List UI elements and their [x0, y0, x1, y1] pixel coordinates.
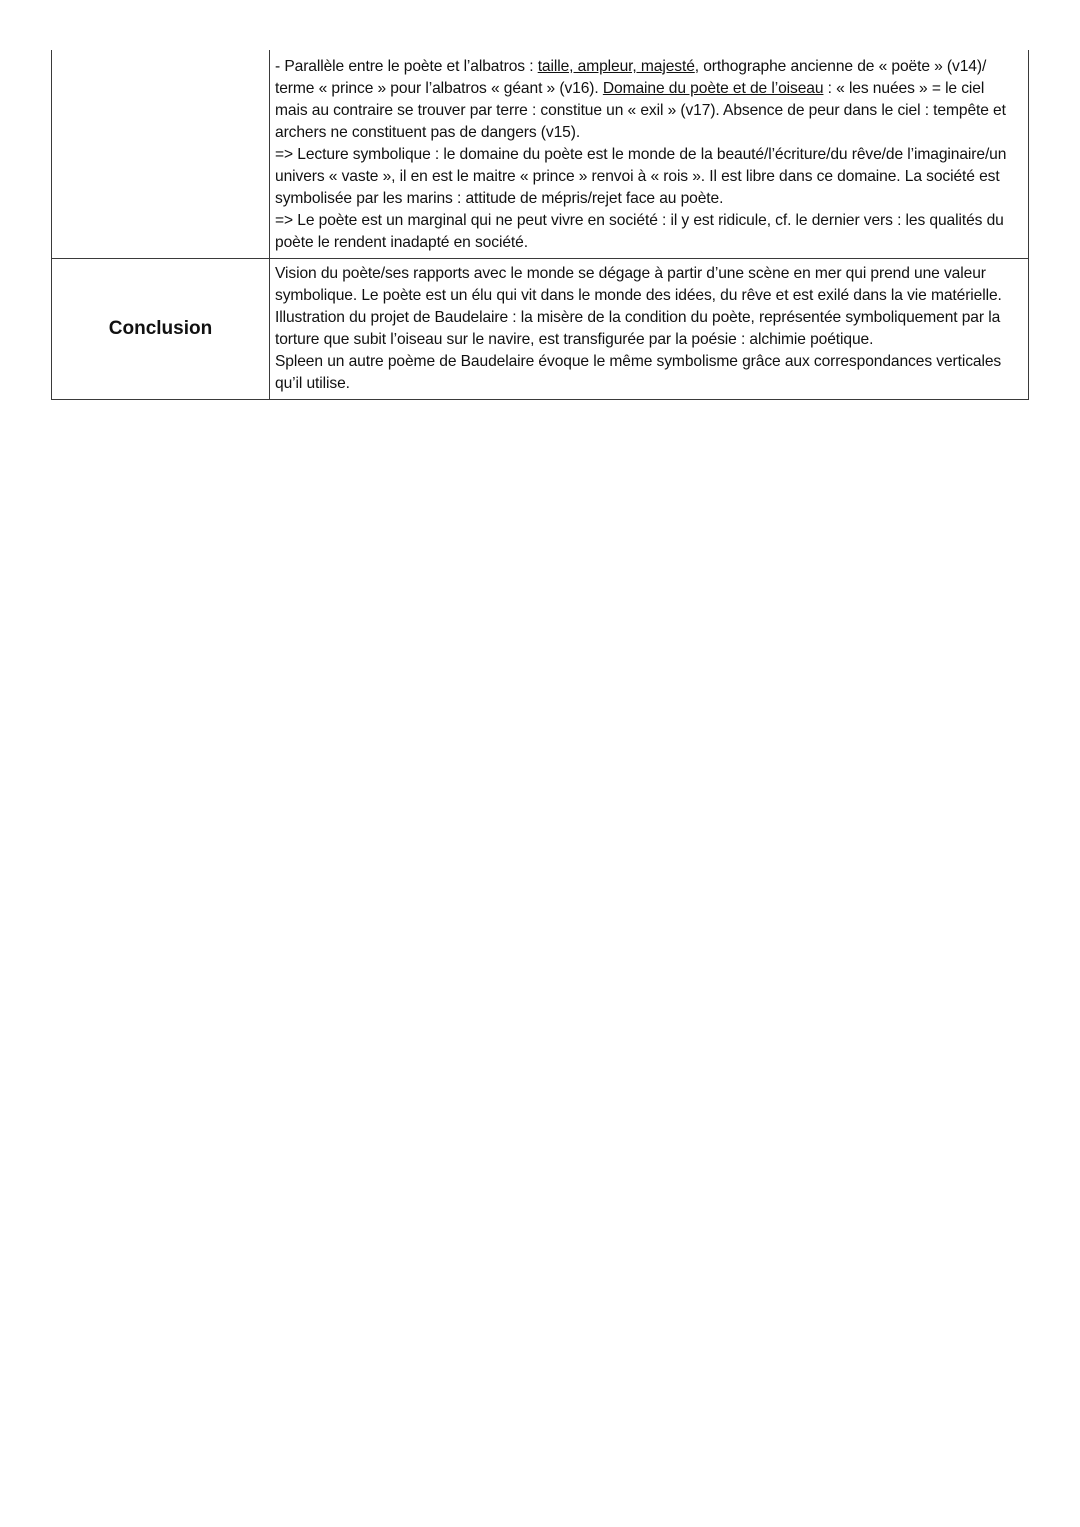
- underlined-text-run: taille, ampleur, majesté: [537, 58, 695, 75]
- row-content: [270, 50, 1029, 259]
- text-run: - Parallèle entre le poète et l’albatros :: [275, 58, 538, 75]
- paragraph: [275, 56, 1018, 144]
- table-body: [52, 50, 1029, 400]
- row-label-conclusion: Conclusion: [52, 259, 270, 400]
- row-label: [52, 50, 270, 259]
- summary-table: [51, 50, 1029, 400]
- table-row-conclusion: [52, 259, 1029, 400]
- text-run: => Lecture symbolique : le domaine du poète est le monde de la beauté/l’écriture/du rêve/de l’imaginaire/un univers « vaste », il en est le maitre « prince » renvoi à « rois ». Il est libre dans ce domaine. La société est symbolisée par les marins : attitude de mépris/rejet face au poète.: [275, 146, 1007, 207]
- underlined-text-run: Domaine du poète et de l’oiseau: [602, 80, 824, 97]
- table-row-analysis: [52, 50, 1029, 259]
- row-content: [270, 259, 1029, 400]
- paragraph: [275, 210, 1018, 254]
- text-run: => Le poète est un marginal qui ne peut vivre en société : il y est ridicule, cf. le dernier vers : les qualités du poète le rendent inadapté en société.: [275, 212, 1004, 251]
- text-run: , orthographe ancienne de « poëte » (v14)/ terme « prince » pour l’albatros « géant » (v16).: [275, 58, 987, 97]
- text-run: : « les nuées » = le ciel mais au contraire se trouver par terre : constitue un « exil » (v17). Absence de peur dans le ciel : tempête et archers ne constituent pas de dangers (v15).: [275, 80, 1006, 141]
- paragraph: [275, 351, 1018, 395]
- paragraph: [275, 263, 1018, 351]
- text-run: Vision du poète/ses rapports avec le monde se dégage à partir d’une scène en mer qui prend une valeur symbolique. Le poète est un élu qui vit dans le monde des idées, du rêve et est exilé dans la vie matérielle. Illustration du projet de Baudelaire : la misère de la condition du poète, représentée symboliquement par la torture que subit l’oiseau sur le navire, est transfigurée par la poésie : alchimie poétique.: [275, 265, 1002, 348]
- text-run: Spleen un autre poème de Baudelaire évoque le même symbolisme grâce aux correspondances verticales qu’il utilise.: [275, 353, 1002, 392]
- paragraph: [275, 144, 1018, 210]
